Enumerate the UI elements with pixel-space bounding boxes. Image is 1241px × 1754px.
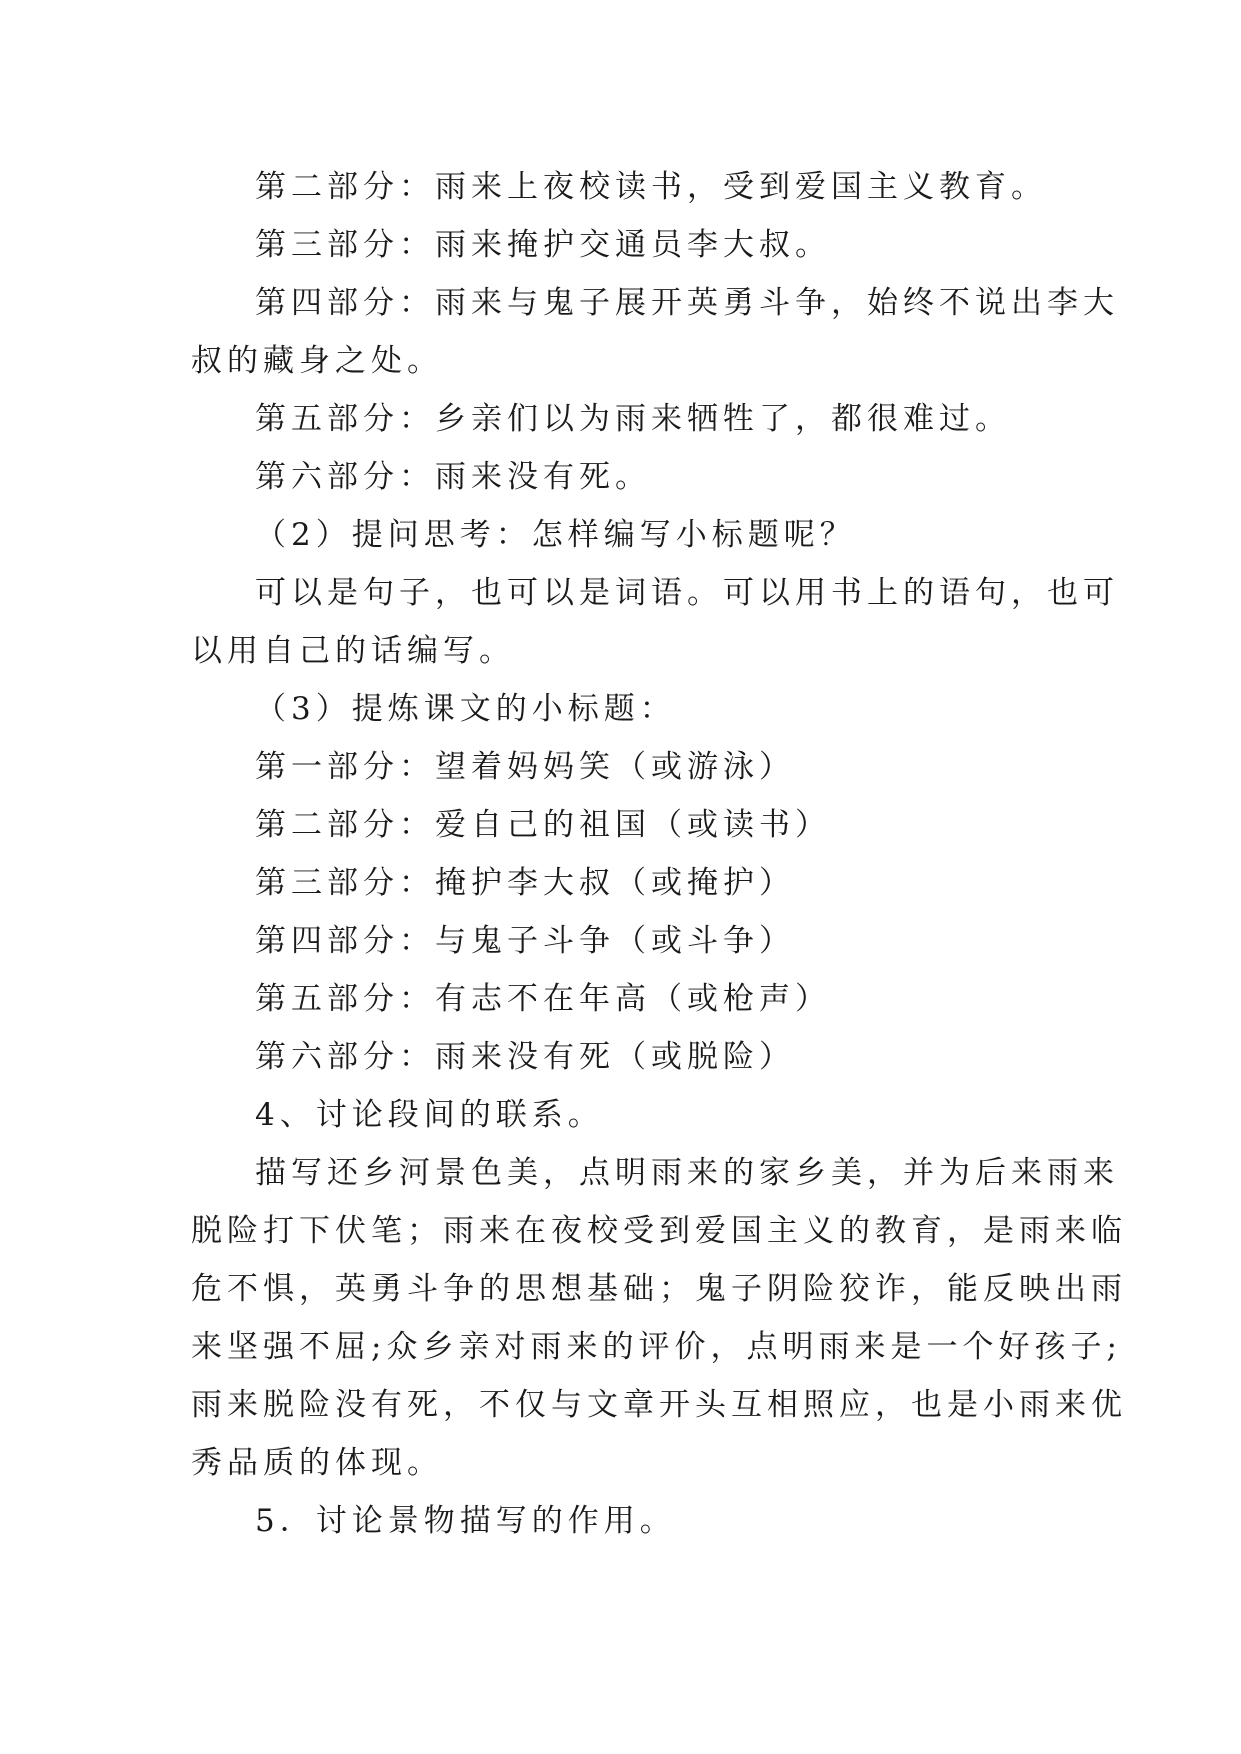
paragraph-line: 第三部分：雨来掩护交通员李大叔。 xyxy=(255,227,831,263)
paragraph-line: 第五部分：乡亲们以为雨来牺牲了，都很难过。 xyxy=(255,401,1011,437)
paragraph-line: 可以是句子，也可以是词语。可以用书上的语句，也可 xyxy=(255,575,1119,611)
paragraph-line: 危不惧，英勇斗争的思想基础；鬼子阴险狡诈，能反映出雨 xyxy=(191,1271,1127,1307)
paragraph-line: 第四部分：雨来与鬼子展开英勇斗争，始终不说出李大 xyxy=(255,285,1119,321)
paragraph-line: 来坚强不屈;众乡亲对雨来的评价，点明雨来是一个好孩子; xyxy=(191,1329,1122,1365)
paragraph-line: 以用自己的话编写。 xyxy=(191,633,515,669)
section-heading: 5．讨论景物描写的作用。 xyxy=(255,1503,676,1539)
paragraph-line: 脱险打下伏笔；雨来在夜校受到爱国主义的教育，是雨来临 xyxy=(191,1213,1127,1249)
paragraph-line: 第三部分：掩护李大叔（或掩护） xyxy=(255,865,795,901)
paragraph-line: 叔的藏身之处。 xyxy=(191,343,443,379)
section-heading: （2）提问思考：怎样编写小标题呢？ xyxy=(255,517,856,553)
paragraph-line: 秀品质的体现。 xyxy=(191,1445,443,1481)
document-body xyxy=(191,158,1127,1550)
paragraph-line: 第一部分：望着妈妈笑（或游泳） xyxy=(255,749,795,785)
paragraph-line: 雨来脱险没有死，不仅与文章开头互相照应，也是小雨来优 xyxy=(191,1387,1127,1423)
paragraph-line: 第五部分：有志不在年高（或枪声） xyxy=(255,981,831,1017)
paragraph-line: 第二部分：雨来上夜校读书，受到爱国主义教育。 xyxy=(255,169,1047,205)
paragraph-line: 第四部分：与鬼子斗争（或斗争） xyxy=(255,923,795,959)
paragraph-line: 描写还乡河景色美，点明雨来的家乡美，并为后来雨来 xyxy=(255,1155,1119,1191)
paragraph-line: 第六部分：雨来没有死。 xyxy=(255,459,651,495)
paragraph-line: 第二部分：爱自己的祖国（或读书） xyxy=(255,807,831,843)
section-heading: （3）提炼课文的小标题： xyxy=(255,691,676,727)
section-heading: 4、讨论段间的联系。 xyxy=(255,1097,604,1133)
paragraph-line: 第六部分：雨来没有死（或脱险） xyxy=(255,1039,795,1075)
